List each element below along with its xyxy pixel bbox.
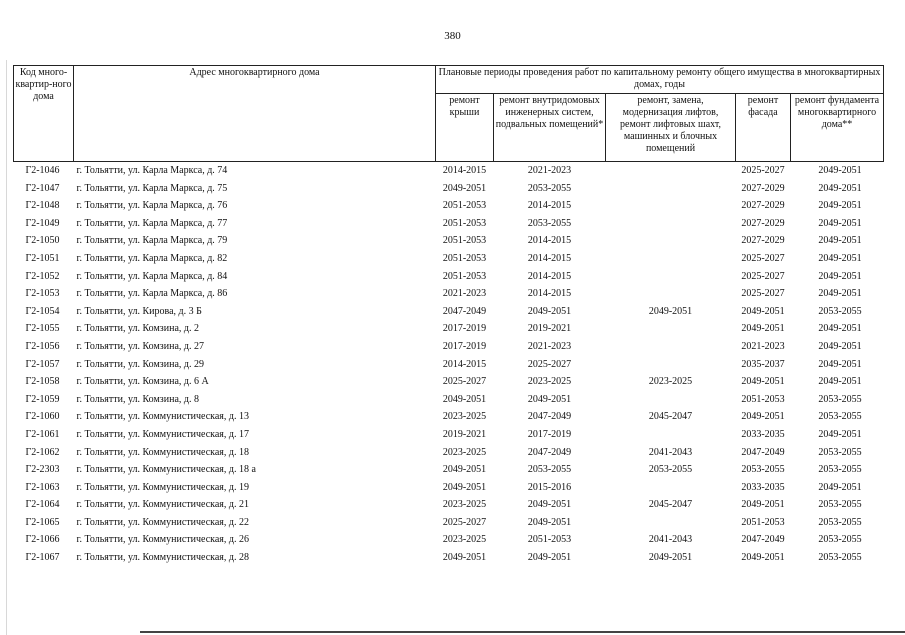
house-code-cell: Г2-1063	[25, 481, 60, 493]
header-elevator-repair: ремонт, замена, модернизация лифтов, ремонт лифтовых шахт, машинных и блочных помещений	[606, 94, 736, 162]
roof-period-cell: 2023-2025	[442, 411, 487, 423]
table-row	[14, 232, 884, 250]
roof-period-cell: 2049-2051	[442, 552, 487, 564]
engineering-period-cell: 2023-2025	[527, 376, 572, 388]
foundation-period-cell: 2049-2051	[818, 165, 862, 176]
roof-period-cell: 2047-2049	[442, 305, 487, 317]
roof-period-cell: 2051-2053	[442, 235, 487, 247]
house-code-cell: Г2-1054	[25, 305, 60, 317]
table-row	[14, 250, 884, 268]
facade-period-cell: 2051-2053	[741, 516, 785, 528]
engineering-period-cell: 2017-2019	[527, 428, 572, 440]
table-row	[14, 215, 884, 233]
house-code-cell: Г2-1059	[25, 393, 60, 405]
foundation-period-cell: 2049-2051	[818, 252, 862, 264]
facade-period-cell: 2025-2027	[741, 252, 785, 264]
roof-period-cell: 2049-2051	[442, 393, 487, 405]
elevator-period-cell	[606, 215, 736, 233]
roof-period-cell: 2051-2053	[442, 200, 487, 212]
facade-period-cell: 2049-2051	[741, 499, 785, 511]
roof-period-cell: 2023-2025	[442, 534, 487, 546]
table-body	[14, 162, 884, 567]
engineering-period-cell: 2047-2049	[527, 446, 572, 458]
foundation-period-cell: 2053-2055	[818, 411, 862, 423]
roof-period-cell: 2017-2019	[442, 340, 487, 352]
house-code-cell: Г2-1057	[25, 358, 60, 370]
roof-period-cell: 2025-2027	[442, 516, 487, 528]
house-code-cell: Г2-2303	[25, 464, 60, 476]
address-cell: г. Тольятти, ул. Карла Маркса, д. 79	[76, 235, 228, 247]
house-code-cell: Г2-1050	[25, 235, 60, 247]
house-code-cell: Г2-1058	[25, 376, 60, 388]
elevator-period-cell: 2049-2051	[648, 305, 693, 317]
foundation-period-cell: 2049-2051	[818, 270, 862, 282]
foundation-period-cell: 2053-2055	[818, 534, 862, 546]
house-code-cell: Г2-1055	[25, 323, 60, 335]
foundation-period-cell: 2053-2055	[818, 446, 862, 458]
facade-period-cell: 2049-2051	[741, 376, 785, 388]
roof-period-cell: 2014-2015	[442, 165, 487, 176]
elevator-period-cell	[606, 356, 736, 374]
address-cell: г. Тольятти, ул. Комзина, д. 29	[76, 358, 204, 370]
engineering-period-cell: 2053-2055	[527, 182, 572, 194]
address-cell: г. Тольятти, ул. Коммунистическая, д. 18 а	[76, 464, 256, 476]
house-code-cell: Г2-1046	[25, 165, 60, 176]
engineering-period-cell: 2049-2051	[527, 499, 572, 511]
table-row	[14, 162, 884, 180]
engineering-period-cell: 2049-2051	[527, 305, 572, 317]
header-facade-repair: ремонт фасада	[736, 94, 791, 162]
facade-period-cell: 2021-2023	[741, 340, 785, 352]
facade-period-cell: 2047-2049	[741, 446, 785, 458]
facade-period-cell: 2049-2051	[741, 323, 785, 335]
foundation-period-cell: 2049-2051	[818, 323, 862, 335]
address-cell: г. Тольятти, ул. Кирова, д. 3 Б	[76, 305, 202, 317]
engineering-period-cell: 2049-2051	[527, 516, 572, 528]
table-row	[14, 303, 884, 321]
engineering-period-cell: 2021-2023	[527, 340, 572, 352]
table-header	[14, 66, 884, 162]
roof-period-cell: 2023-2025	[442, 446, 487, 458]
house-code-cell: Г2-1048	[25, 200, 60, 212]
address-cell: г. Тольятти, ул. Коммунистическая, д. 19	[76, 481, 249, 493]
house-code-cell: Г2-1049	[25, 217, 60, 229]
house-code-cell: Г2-1062	[25, 446, 60, 458]
engineering-period-cell: 2053-2055	[527, 464, 572, 476]
table-row	[14, 479, 884, 497]
house-code-cell: Г2-1067	[25, 552, 60, 564]
table-row	[14, 496, 884, 514]
table-row	[14, 338, 884, 356]
roof-period-cell: 2051-2053	[442, 270, 487, 282]
roof-period-cell: 2019-2021	[442, 428, 487, 440]
facade-period-cell: 2049-2051	[741, 305, 785, 317]
roof-period-cell: 2017-2019	[442, 323, 487, 335]
elevator-period-cell: 2041-2043	[648, 534, 693, 546]
engineering-period-cell: 2049-2051	[527, 552, 572, 564]
foundation-period-cell: 2053-2055	[818, 516, 862, 528]
engineering-period-cell: 2019-2021	[527, 323, 572, 335]
address-cell: г. Тольятти, ул. Коммунистическая, д. 18	[76, 446, 249, 458]
address-cell: г. Тольятти, ул. Комзина, д. 2	[76, 323, 199, 335]
elevator-period-cell	[606, 268, 736, 286]
table-row	[14, 356, 884, 374]
facade-period-cell: 2035-2037	[741, 358, 785, 370]
foundation-period-cell: 2053-2055	[818, 464, 862, 476]
engineering-period-cell: 2053-2055	[527, 217, 572, 229]
engineering-period-cell: 2014-2015	[527, 235, 572, 247]
address-cell: г. Тольятти, ул. Коммунистическая, д. 22	[76, 516, 249, 528]
engineering-period-cell: 2049-2051	[527, 393, 572, 405]
capital-repair-schedule-table	[13, 65, 884, 567]
facade-period-cell: 2025-2027	[741, 270, 785, 282]
table-row	[14, 461, 884, 479]
engineering-period-cell: 2025-2027	[527, 358, 572, 370]
house-code-cell: Г2-1064	[25, 499, 60, 511]
elevator-period-cell: 2045-2047	[648, 411, 693, 423]
facade-period-cell: 2049-2051	[741, 411, 785, 423]
engineering-period-cell: 2014-2015	[527, 252, 572, 264]
roof-period-cell: 2051-2053	[442, 217, 487, 229]
elevator-period-cell	[606, 320, 736, 338]
engineering-period-cell: 2021-2023	[527, 165, 572, 176]
address-cell: г. Тольятти, ул. Коммунистическая, д. 21	[76, 499, 249, 511]
foundation-period-cell: 2049-2051	[818, 200, 862, 212]
house-code-cell: Г2-1056	[25, 340, 60, 352]
roof-period-cell: 2049-2051	[442, 481, 487, 493]
foundation-period-cell: 2049-2051	[818, 481, 862, 493]
table-row	[14, 549, 884, 567]
address-cell: г. Тольятти, ул. Коммунистическая, д. 17	[76, 428, 249, 440]
elevator-period-cell: 2049-2051	[648, 552, 693, 564]
house-code-cell: Г2-1052	[25, 270, 60, 282]
foundation-period-cell: 2049-2051	[818, 376, 862, 388]
facade-period-cell: 2047-2049	[741, 534, 785, 546]
foundation-period-cell: 2049-2051	[818, 428, 862, 440]
house-code-cell: Г2-1061	[25, 428, 60, 440]
roof-period-cell: 2049-2051	[442, 182, 487, 194]
address-cell: г. Тольятти, ул. Карла Маркса, д. 77	[76, 217, 228, 229]
elevator-period-cell	[606, 514, 736, 532]
header-engineering-repair: ремонт внутридомовых инженерных систем, подвальных помещений*	[494, 94, 606, 162]
foundation-period-cell: 2053-2055	[818, 305, 862, 317]
address-cell: г. Тольятти, ул. Карла Маркса, д. 75	[76, 182, 228, 194]
elevator-period-cell	[606, 285, 736, 303]
table-row	[14, 285, 884, 303]
header-roof-repair: ремонт крыши	[436, 94, 494, 162]
facade-period-cell: 2025-2027	[741, 288, 785, 300]
engineering-period-cell: 2014-2015	[527, 200, 572, 212]
address-cell: г. Тольятти, ул. Коммунистическая, д. 28	[76, 552, 249, 564]
page-bottom-rule	[140, 631, 905, 633]
facade-period-cell: 2033-2035	[741, 428, 785, 440]
elevator-period-cell	[606, 479, 736, 497]
facade-period-cell: 2027-2029	[741, 200, 785, 212]
facade-period-cell: 2049-2051	[741, 552, 785, 564]
engineering-period-cell: 2015-2016	[527, 481, 572, 493]
table-row	[14, 180, 884, 198]
elevator-period-cell	[606, 180, 736, 198]
foundation-period-cell: 2053-2055	[818, 393, 862, 405]
facade-period-cell: 2051-2053	[741, 393, 785, 405]
roof-period-cell: 2023-2025	[442, 499, 487, 511]
engineering-period-cell: 2047-2049	[527, 411, 572, 423]
house-code-cell: Г2-1053	[25, 288, 60, 300]
table-row	[14, 320, 884, 338]
table-row	[14, 531, 884, 549]
table-row	[14, 408, 884, 426]
scan-margin-line	[6, 60, 7, 635]
table-row	[14, 391, 884, 409]
facade-period-cell: 2027-2029	[741, 217, 785, 229]
address-cell: г. Тольятти, ул. Комзина, д. 27	[76, 340, 204, 352]
elevator-period-cell: 2053-2055	[648, 464, 693, 476]
address-cell: г. Тольятти, ул. Комзина, д. 6 А	[76, 376, 209, 388]
address-cell: г. Тольятти, ул. Комзина, д. 8	[76, 393, 199, 405]
facade-period-cell: 2033-2035	[741, 481, 785, 493]
foundation-period-cell: 2053-2055	[818, 499, 862, 511]
address-cell: г. Тольятти, ул. Карла Маркса, д. 74	[76, 165, 228, 176]
address-cell: г. Тольятти, ул. Карла Маркса, д. 82	[76, 252, 228, 264]
engineering-period-cell: 2014-2015	[527, 288, 572, 300]
elevator-period-cell	[606, 162, 736, 180]
table-row	[14, 444, 884, 462]
table-row	[14, 268, 884, 286]
table-row	[14, 197, 884, 215]
elevator-period-cell	[606, 197, 736, 215]
foundation-period-cell: 2049-2051	[818, 235, 862, 247]
roof-period-cell: 2025-2027	[442, 376, 487, 388]
elevator-period-cell	[606, 426, 736, 444]
facade-period-cell: 2027-2029	[741, 235, 785, 247]
house-code-cell: Г2-1065	[25, 516, 60, 528]
elevator-period-cell: 2023-2025	[648, 376, 693, 388]
house-code-cell: Г2-1047	[25, 182, 60, 194]
address-cell: г. Тольятти, ул. Карла Маркса, д. 84	[76, 270, 228, 282]
foundation-period-cell: 2049-2051	[818, 358, 862, 370]
page-number: 380	[444, 30, 461, 42]
foundation-period-cell: 2049-2051	[818, 340, 862, 352]
engineering-period-cell: 2014-2015	[527, 270, 572, 282]
elevator-period-cell	[606, 338, 736, 356]
facade-period-cell: 2027-2029	[741, 182, 785, 194]
facade-period-cell: 2025-2027	[741, 165, 785, 176]
address-cell: г. Тольятти, ул. Карла Маркса, д. 86	[76, 288, 228, 300]
address-cell: г. Тольятти, ул. Коммунистическая, д. 13	[76, 411, 249, 423]
elevator-period-cell	[606, 250, 736, 268]
foundation-period-cell: 2049-2051	[818, 217, 862, 229]
roof-period-cell: 2051-2053	[442, 252, 487, 264]
house-code-cell: Г2-1051	[25, 252, 60, 264]
house-code-cell: Г2-1066	[25, 534, 60, 546]
roof-period-cell: 2014-2015	[442, 358, 487, 370]
engineering-period-cell: 2051-2053	[527, 534, 572, 546]
table-row	[14, 514, 884, 532]
foundation-period-cell: 2049-2051	[818, 182, 862, 194]
header-house-code: Код много-квартир-ного дома	[14, 66, 74, 162]
header-address: Адрес многоквартирного дома	[74, 66, 436, 162]
foundation-period-cell: 2049-2051	[818, 288, 862, 300]
header-foundation-repair: ремонт фундамента многоквартирного дома**	[791, 94, 884, 162]
roof-period-cell: 2049-2051	[442, 464, 487, 476]
house-code-cell: Г2-1060	[25, 411, 60, 423]
address-cell: г. Тольятти, ул. Коммунистическая, д. 26	[76, 534, 249, 546]
roof-period-cell: 2021-2023	[442, 288, 487, 300]
elevator-period-cell: 2041-2043	[648, 446, 693, 458]
header-planned-periods: Плановые периоды проведения работ по капитальному ремонту общего имущества в многоквартирных домах, годы	[436, 66, 884, 94]
facade-period-cell: 2053-2055	[741, 464, 785, 476]
table-row	[14, 373, 884, 391]
elevator-period-cell	[606, 232, 736, 250]
elevator-period-cell	[606, 391, 736, 409]
foundation-period-cell: 2053-2055	[818, 552, 862, 564]
elevator-period-cell: 2045-2047	[648, 499, 693, 511]
address-cell: г. Тольятти, ул. Карла Маркса, д. 76	[76, 200, 228, 212]
table-row	[14, 426, 884, 444]
